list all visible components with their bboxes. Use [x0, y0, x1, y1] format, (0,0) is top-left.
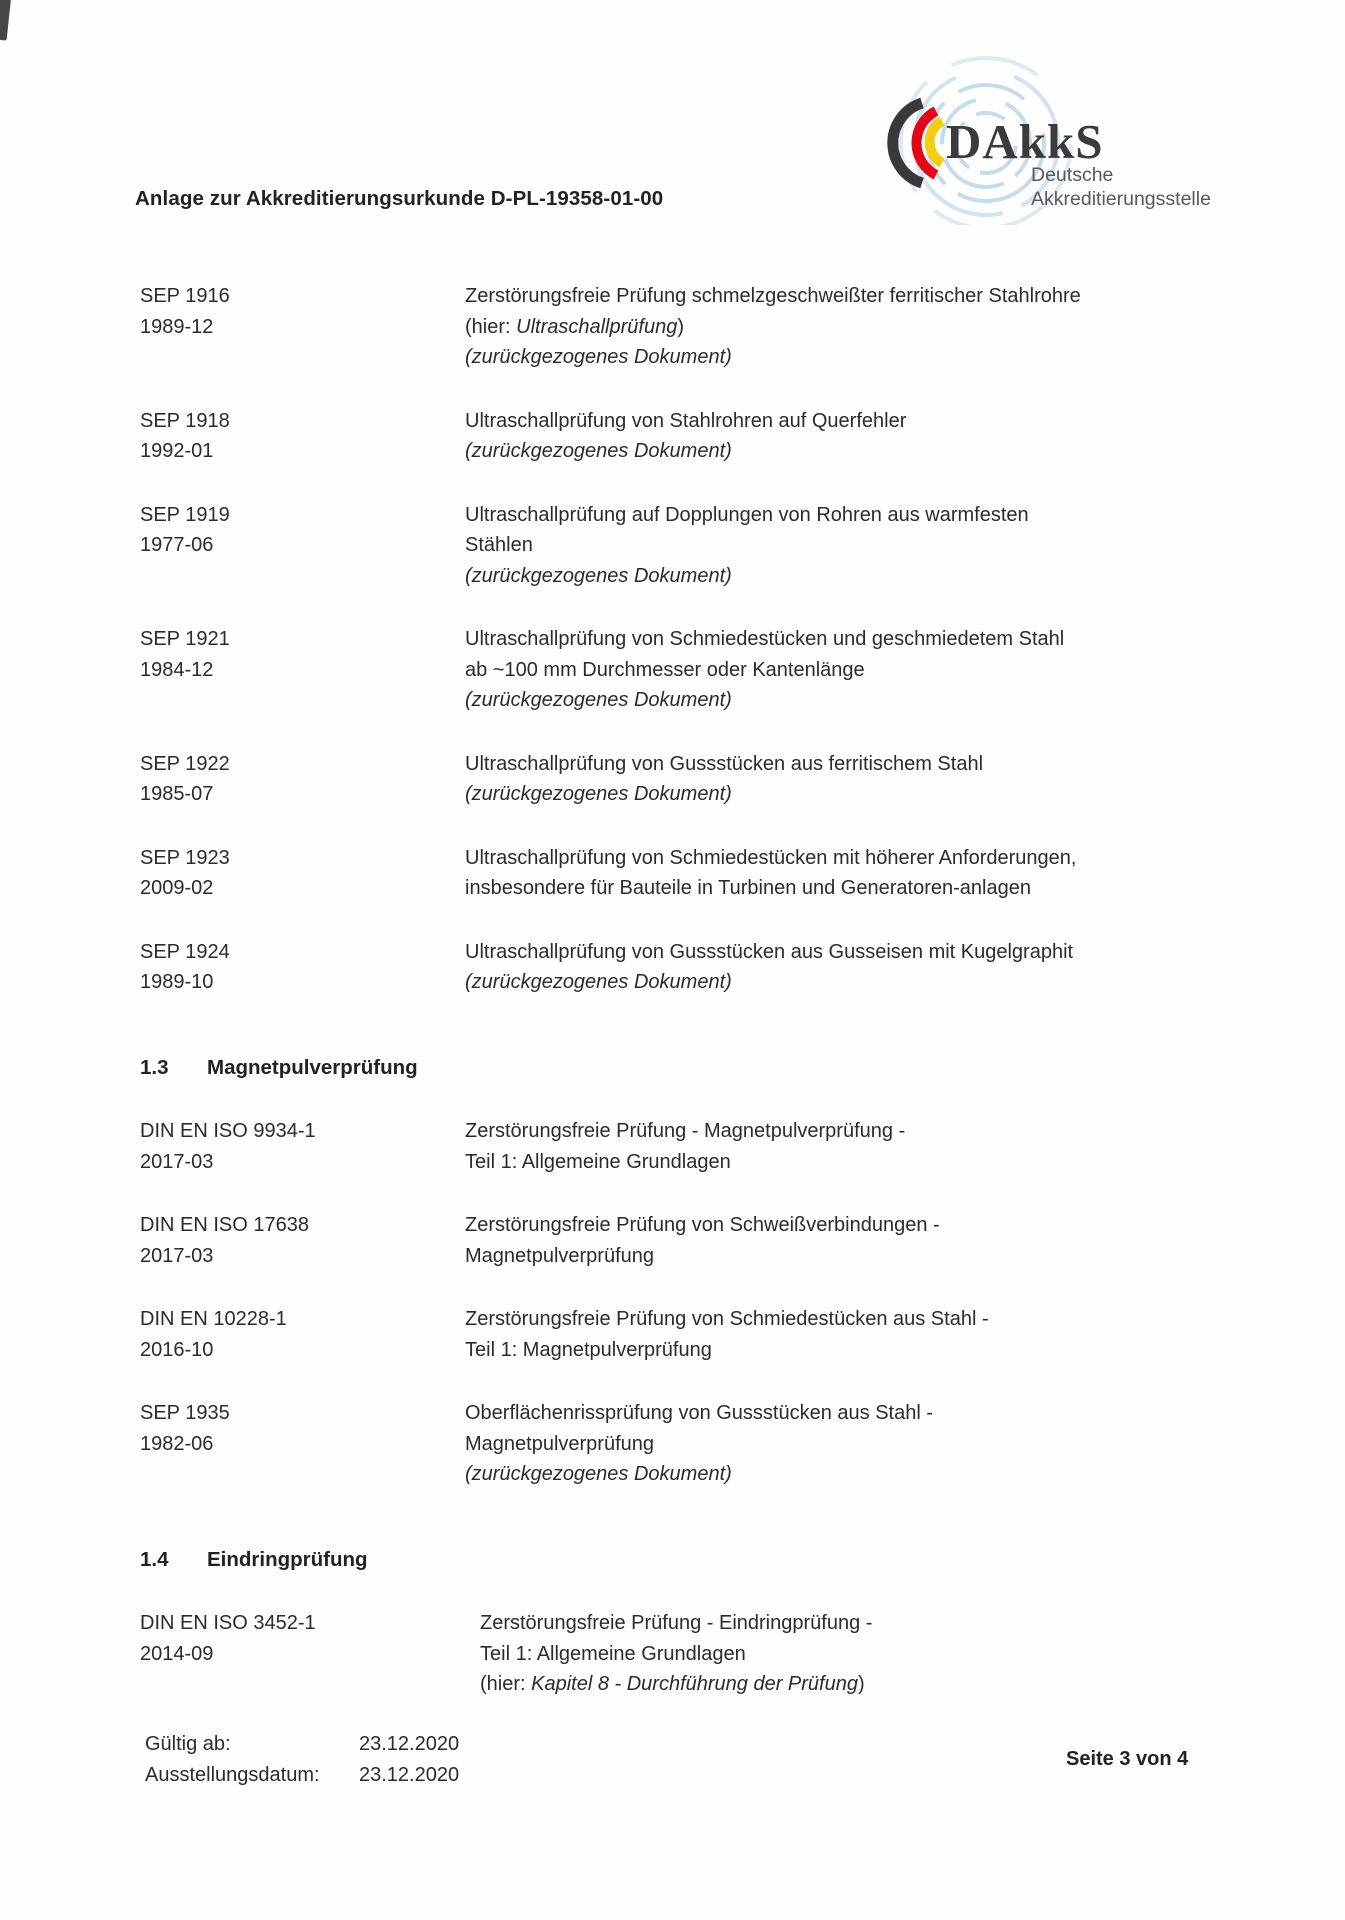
description-line	[480, 1669, 1255, 1700]
entry-code-column	[140, 281, 465, 373]
section-heading	[140, 1053, 1255, 1084]
standard-code: SEP 1921	[140, 628, 230, 650]
entry-description	[465, 749, 1255, 810]
description-line	[465, 1147, 1255, 1178]
standard-date: 2017-03	[140, 1150, 214, 1173]
valid-from-value: 23.12.2020	[359, 1733, 460, 1755]
italic-text: (zurückgezogenes Dokument)	[465, 564, 732, 587]
plain-text: Teil 1: Allgemeine Grundlagen	[465, 1150, 731, 1173]
entry-description	[465, 843, 1255, 904]
logo-subtitle-line2: Akkreditierungsstelle	[1031, 188, 1211, 210]
plain-text: Zerstörungsfreie Prüfung von Schweißverbindungen -	[465, 1214, 940, 1236]
entry-description	[465, 406, 1255, 467]
description-line	[465, 685, 1255, 716]
standard-entry-row	[140, 500, 1255, 592]
standard-code: DIN EN ISO 17638	[140, 1214, 309, 1236]
plain-text: Ultraschallprüfung von Gussstücken aus ferritischem Stahl	[465, 752, 984, 775]
entry-code-column	[140, 1304, 465, 1365]
entry-code-column	[140, 624, 465, 716]
entry-code-column	[140, 937, 465, 998]
standard-entry-row	[140, 1608, 1255, 1700]
entry-code-column	[140, 1608, 465, 1700]
entry-description	[465, 937, 1255, 998]
plain-text: (hier:	[465, 315, 517, 338]
description-line	[465, 1459, 1255, 1490]
standard-date: 1985-07	[140, 783, 214, 805]
description-line	[465, 1241, 1255, 1272]
plain-text: Magnetpulverprüfung	[465, 1432, 655, 1455]
description-line	[465, 561, 1255, 592]
description-line	[465, 530, 1255, 561]
description-line	[465, 779, 1255, 810]
entry-description	[465, 1210, 1255, 1271]
plain-text: Zerstörungsfreie Prüfung schmelzgeschweißter ferritischer Stahlrohre	[465, 285, 1081, 307]
description-line	[465, 624, 1255, 655]
plain-text: Zerstörungsfreie Prüfung - Magnetpulverprüfung -	[465, 1120, 906, 1142]
entry-code-column	[140, 843, 465, 904]
entry-code-column	[140, 749, 465, 810]
plain-text: Ultraschallprüfung von Schmiedestücken mit höherer Anforderungen,	[465, 846, 1077, 869]
page-number: Seite 3 von 4	[1066, 1748, 1189, 1770]
section-number: 1.4	[140, 1547, 169, 1571]
standard-code: SEP 1916	[140, 285, 230, 307]
section-heading	[140, 1545, 1255, 1576]
italic-text: Kapitel 8 - Durchführung der Prüfung	[531, 1673, 858, 1695]
plain-text: insbesondere für Bauteile in Turbinen und Generatoren-anlagen	[465, 877, 1031, 899]
standard-code: SEP 1922	[140, 752, 230, 775]
description-line	[465, 1429, 1255, 1460]
plain-text: ab ~100 mm Durchmesser oder Kantenlänge	[465, 658, 865, 681]
description-line	[465, 937, 1255, 968]
plain-text: )	[857, 1673, 865, 1695]
entry-description	[465, 1398, 1255, 1490]
entry-description	[465, 500, 1255, 592]
entry-code-column	[140, 1116, 465, 1177]
valid-from-row	[145, 1729, 459, 1760]
validity-footer	[145, 1729, 459, 1790]
standard-date: 2014-09	[140, 1642, 214, 1665]
description-line	[465, 1335, 1255, 1366]
description-line	[465, 843, 1255, 874]
entry-code-column	[140, 1398, 465, 1490]
plain-text: Teil 1: Allgemeine Grundlagen	[480, 1642, 746, 1665]
italic-text: (zurückgezogenes Dokument)	[465, 1463, 732, 1485]
section-title: Eindringprüfung	[207, 1547, 368, 1571]
logo-wordmark: DAkkS	[946, 114, 1104, 169]
italic-text: (zurückgezogenes Dokument)	[465, 440, 732, 462]
standard-code: SEP 1935	[140, 1402, 230, 1424]
standard-code: SEP 1923	[140, 846, 230, 869]
document-title: Anlage zur Akkreditierungsurkunde D-PL-19358-01-00	[135, 187, 664, 210]
plain-text: Ultraschallprüfung von Schmiedestücken und geschmiedetem Stahl	[465, 628, 1065, 650]
standard-date: 1982-06	[140, 1432, 214, 1455]
section-number: 1.3	[140, 1055, 169, 1079]
description-line	[465, 749, 1255, 780]
standard-entry-row	[140, 406, 1255, 467]
description-line	[465, 1398, 1255, 1429]
italic-text: (zurückgezogenes Dokument)	[465, 783, 732, 805]
standard-code: SEP 1918	[140, 409, 230, 432]
plain-text: Ultraschallprüfung auf Dopplungen von Rohren aus warmfesten	[465, 503, 1029, 526]
description-line	[465, 1210, 1255, 1241]
standard-date: 2009-02	[140, 877, 214, 899]
entry-description	[465, 281, 1255, 373]
description-line	[480, 1639, 1255, 1670]
plain-text: Oberflächenrissprüfung von Gussstücken aus Stahl -	[465, 1402, 934, 1424]
valid-from-label: Gültig ab:	[145, 1733, 231, 1755]
standard-entry-row	[140, 749, 1255, 810]
standard-date: 1984-12	[140, 658, 214, 681]
plain-text: Magnetpulverprüfung	[465, 1244, 655, 1267]
standard-code: SEP 1924	[140, 940, 230, 963]
plain-text: Teil 1: Magnetpulverprüfung	[465, 1338, 712, 1361]
italic-text: (zurückgezogenes Dokument)	[465, 346, 732, 368]
dakks-logo	[870, 45, 1260, 225]
description-line	[465, 312, 1255, 343]
description-line	[465, 873, 1255, 904]
standard-entry-row	[140, 843, 1255, 904]
logo-subtitle-line1: Deutsche	[1031, 164, 1114, 186]
standard-entry-row	[140, 1304, 1255, 1365]
standards-list	[140, 281, 1255, 1733]
standard-entry-row	[140, 937, 1255, 998]
issue-date-value: 23.12.2020	[359, 1763, 460, 1786]
description-line	[465, 1116, 1255, 1147]
description-line	[465, 436, 1255, 467]
plain-text: Zerstörungsfreie Prüfung von Schmiedestücken aus Stahl -	[465, 1308, 989, 1330]
standard-code: DIN EN 10228-1	[140, 1308, 287, 1330]
standard-code: DIN EN ISO 3452-1	[140, 1612, 316, 1634]
italic-text: (zurückgezogenes Dokument)	[465, 971, 732, 993]
description-line	[465, 500, 1255, 531]
standard-date: 2016-10	[140, 1338, 214, 1361]
standard-date: 2017-03	[140, 1244, 214, 1267]
standard-date: 1989-10	[140, 971, 214, 993]
standard-entry-row	[140, 1398, 1255, 1490]
standard-entry-row	[140, 281, 1255, 373]
description-line	[465, 655, 1255, 686]
standard-date: 1977-06	[140, 534, 214, 556]
standard-entry-row	[140, 1210, 1255, 1271]
standard-entry-row	[140, 1116, 1255, 1177]
standard-code: DIN EN ISO 9934-1	[140, 1120, 316, 1142]
plain-text: )	[677, 315, 684, 338]
entry-description	[465, 1608, 1255, 1700]
description-line	[480, 1608, 1255, 1639]
plain-text: Stählen	[465, 534, 533, 556]
description-line	[465, 281, 1255, 312]
entry-code-column	[140, 1210, 465, 1271]
standard-date: 1992-01	[140, 440, 214, 462]
description-line	[465, 342, 1255, 373]
plain-text: Ultraschallprüfung von Stahlrohren auf Querfehler	[465, 409, 907, 432]
standard-entry-row	[140, 624, 1255, 716]
plain-text: (hier:	[480, 1673, 532, 1695]
issue-date-label: Ausstellungsdatum:	[145, 1763, 320, 1786]
italic-text: (zurückgezogenes Dokument)	[465, 689, 732, 711]
entry-description	[465, 1116, 1255, 1177]
plain-text: Ultraschallprüfung von Gussstücken aus Gusseisen mit Kugelgraphit	[465, 940, 1074, 963]
description-line	[465, 967, 1255, 998]
plain-text: Zerstörungsfreie Prüfung - Eindringprüfung -	[480, 1612, 873, 1634]
description-line	[465, 406, 1255, 437]
entry-description	[465, 1304, 1255, 1365]
entry-description	[465, 624, 1255, 716]
section-title: Magnetpulverprüfung	[207, 1055, 418, 1079]
standard-date: 1989-12	[140, 315, 214, 338]
issue-date-row	[145, 1760, 459, 1791]
scan-artifact	[0, 0, 11, 41]
standard-code: SEP 1919	[140, 503, 230, 526]
italic-text: Ultraschallprüfung	[516, 315, 678, 338]
description-line	[465, 1304, 1255, 1335]
entry-code-column	[140, 406, 465, 467]
entry-code-column	[140, 500, 465, 592]
